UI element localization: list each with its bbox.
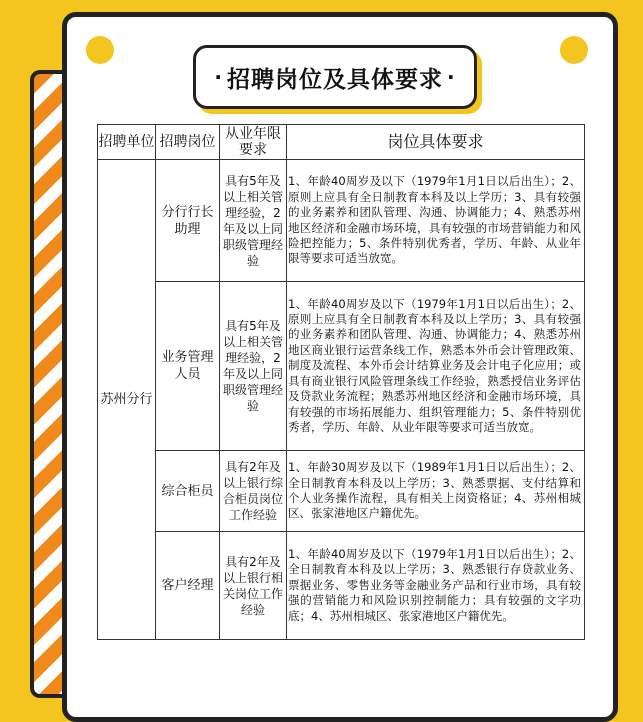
header-unit: 招聘单位 bbox=[98, 125, 156, 160]
table-row bbox=[98, 160, 585, 282]
unit-cell: 苏州分行 bbox=[98, 160, 156, 640]
title-bullet-right: · bbox=[447, 65, 456, 89]
experience-cell: 具有5年及以上相关管理经验，2年及以上同职级管理经验 bbox=[220, 282, 287, 451]
decorative-dot-left bbox=[86, 36, 114, 64]
requirements-cell: 1、年龄40周岁及以下（1979年1月1日以后出生）；2、原则上应具有全日制教育本科及以上学历；3、具有较强的业务素养和团队管理、沟通、协调能力；4、熟悉苏州地区经济和金融市场环境，具有较强的市场营销能力和风险把控能力；5、条件特别优秀者，学历、年龄、从业年限等要求可适当放宽。 bbox=[287, 160, 585, 282]
header-requirements: 岗位具体要求 bbox=[287, 125, 585, 160]
position-cell: 客户经理 bbox=[156, 532, 220, 640]
experience-cell: 具有2年及以上银行综合柜员岗位工作经验 bbox=[220, 451, 287, 532]
position-cell: 分行行长助理 bbox=[156, 160, 220, 282]
table-row bbox=[98, 282, 585, 451]
experience-cell: 具有5年及以上相关管理经验，2年及以上同职级管理经验 bbox=[220, 160, 287, 282]
header-experience: 从业年限要求 bbox=[220, 125, 287, 160]
table-row bbox=[98, 532, 585, 640]
table-header-row bbox=[98, 125, 585, 160]
page-title-text: 招聘岗位及具体要求 bbox=[227, 66, 443, 93]
title-bullet-left: · bbox=[214, 65, 223, 89]
table-row bbox=[98, 451, 585, 532]
decorative-dot-right bbox=[560, 36, 588, 64]
requirements-cell: 1、年龄30周岁及以下（1989年1月1日以后出生）；2、全日制教育本科及以上学历；3、熟悉票据、支付结算和个人业务操作流程，具有相关上岗资格证；4、苏州相城区、张家港地区户籍优先。 bbox=[287, 451, 585, 532]
requirements-table bbox=[97, 124, 585, 640]
requirements-cell: 1、年龄40周岁及以下（1979年1月1日以后出生）；2、原则上应具有全日制教育本科及以上学历；3、具有较强的业务素养和团队管理、沟通、协调能力；4、熟悉苏州地区商业银行运营条线工作，熟悉本外币会计管理政策、制度及流程、本外币会计结算业务及会计电子化应用；或具有商业银行风险管理条线工作经验，熟悉授信业务评估及贷款业务流程；熟悉苏州地区经济和金融市场环境，具有较强的市场拓展能力、组织管理能力；5、条件特别优秀者，学历、年龄、从业年限等要求可适当放宽。 bbox=[287, 282, 585, 451]
header-position: 招聘岗位 bbox=[156, 125, 220, 160]
page-title bbox=[193, 45, 477, 109]
experience-cell: 具有2年及以上银行相关岗位工作经验 bbox=[220, 532, 287, 640]
position-cell: 综合柜员 bbox=[156, 451, 220, 532]
requirements-cell: 1、年龄40周岁及以下（1979年1月1日以后出生）；2、全日制教育本科及以上学历；3、熟悉银行存贷款业务、票据业务、零售业务等金融业务产品和行业市场，具有较强的营销能力和风险识别控制能力；具有较强的文字功底；4、苏州相城区、张家港地区户籍优先。 bbox=[287, 532, 585, 640]
position-cell: 业务管理人员 bbox=[156, 282, 220, 451]
